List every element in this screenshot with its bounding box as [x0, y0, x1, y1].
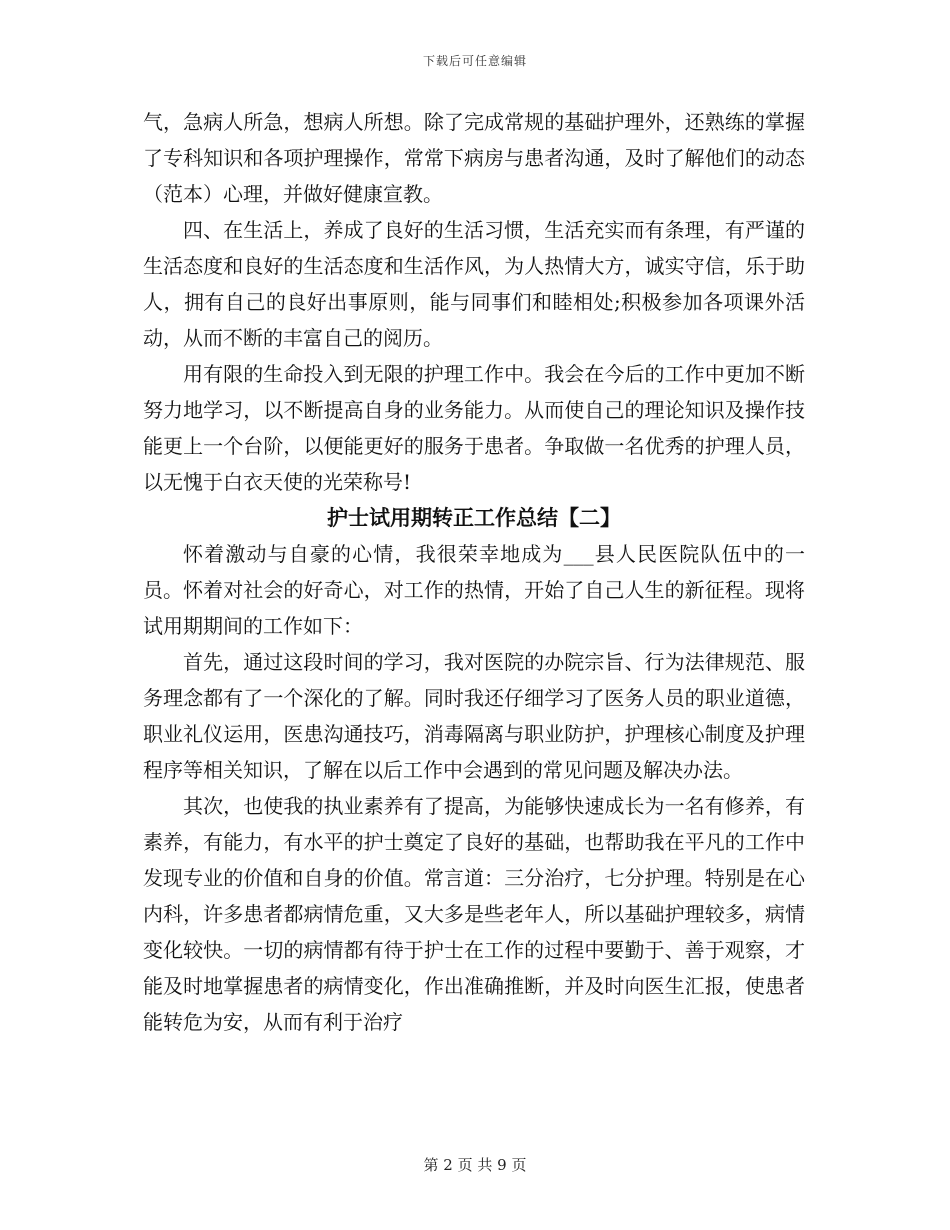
paragraph-second: 其次，也使我的执业素养有了提高，为能够快速成长为一名有修养，有素养，有能力，有水平的护士奠定了良好的基础，也帮助我在平凡的工作中发现专业的价值和自身的价值。常言道：三分治疗，七分护理。特别是在心内科，许多患者都病情危重，又大多是些老年人，所以基础护理较多，病情变化较快。一切的病情都有待于护士在工作的过程中要勤于、善于观察，才能及时地掌握患者的病情变化，作出准确推断，并及时向医生汇报，使患者能转危为安，从而有利于治疗 [143, 794, 805, 1034]
paragraph-conclusion: 用有限的生命投入到无限的护理工作中。我会在今后的工作中更加不断努力地学习，以不断提高自身的业务能力。从而使自己的理论知识及操作技能更上一个台阶，以便能更好的服务于患者。争取做一名优秀的护理人员，以无愧于白衣天使的光荣称号! [143, 362, 805, 494]
page-number: 第 2 页 共 9 页 [423, 1156, 527, 1174]
paragraph-life: 四、在生活上，养成了良好的生活习惯，生活充实而有条理，有严谨的生活态度和良好的生活态度和生活作风，为人热情大方，诚实守信，乐于助人，拥有自己的良好出事原则，能与同事们和睦相处;积极参加各项课外活动，从而不断的丰富自己的阅历。 [143, 218, 805, 350]
paragraph-intro: 怀着激动与自豪的心情，我很荣幸地成为___县人民医院队伍中的一员。怀着对社会的好奇心，对工作的热情，开始了自己人生的新征程。现将试用期期间的工作如下： [143, 542, 805, 638]
paragraph-continuation: 气，急病人所急，想病人所想。除了完成常规的基础护理外，还熟练的掌握了专科知识和各项护理操作，常常下病房与患者沟通，及时了解他们的动态（范本）心理，并做好健康宣教。 [143, 110, 805, 206]
section-title: 护士试用期转正工作总结【二】 [327, 505, 621, 530]
document-body [143, 104, 805, 1040]
page-header: 下载后可任意编辑 [422, 54, 527, 68]
paragraph-first: 首先，通过这段时间的学习，我对医院的办院宗旨、行为法律规范、服务理念都有了一个深化的了解。同时我还仔细学习了医务人员的职业道德，职业礼仪运用，医患沟通技巧，消毒隔离与职业防护，护理核心制度及护理程序等相关知识，了解在以后工作中会遇到的常见问题及解决办法。 [143, 650, 805, 782]
